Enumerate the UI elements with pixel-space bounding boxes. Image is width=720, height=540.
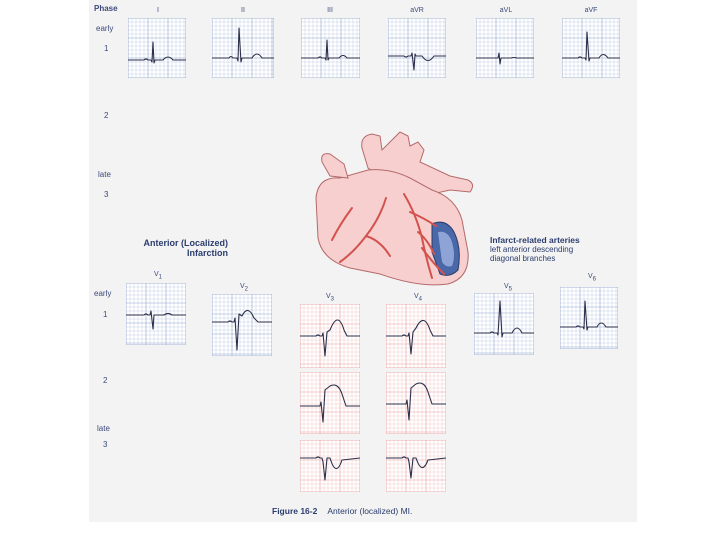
lead-label-aVL: aVL: [499, 7, 513, 14]
lead-label-V6: $V_6$: [587, 273, 596, 283]
ecg-trace-lead-I: [128, 18, 186, 78]
phase-label-early-precordial: early: [94, 289, 112, 298]
ecg-strip-lead-aVL: [476, 18, 534, 78]
ecg-strip-lead-V3-late: [300, 440, 360, 492]
phase-label-early: early: [96, 24, 114, 33]
heart-illustration: [300, 128, 500, 298]
phase-label-late: late: [98, 170, 111, 179]
ecg-strip-lead-aVF: [562, 18, 620, 78]
lead-label-II: II: [241, 7, 245, 14]
ecg-trace-lead-V4-phase2: [386, 372, 446, 434]
ecg-trace-lead-V1: [126, 283, 186, 345]
lead-label-V2: $V_2$: [239, 283, 248, 293]
ecg-trace-lead-V5: [474, 293, 534, 355]
ecg-trace-lead-V4-late: [386, 440, 446, 492]
lead-label-V5: $V_5$: [503, 283, 512, 293]
ecg-strip-lead-II: [212, 18, 274, 78]
ecg-trace-lead-V3-phase2: [300, 372, 360, 434]
ecg-strip-lead-V1: [126, 283, 186, 345]
arteries-title: Infarct-related arteries: [490, 235, 580, 245]
pulmonary-trunk: [322, 154, 348, 178]
ecg-strip-lead-aVR: [388, 18, 446, 78]
arteries-annotation: [490, 236, 610, 263]
phase-label-3-precordial: 3: [103, 440, 108, 449]
ecg-strip-lead-V2: [212, 294, 272, 356]
ecg-strip-lead-V5: [474, 293, 534, 355]
arteries-line2: diagonal branches: [490, 254, 556, 263]
ecg-trace-lead-aVF: [562, 18, 620, 78]
ecg-trace-lead-II: [212, 18, 274, 78]
phase-label-1-precordial: 1: [103, 310, 108, 319]
infarction-title-line2: Infarction: [186, 248, 228, 258]
lead-label-aVF: aVF: [584, 7, 598, 14]
ecg-trace-lead-V2: [212, 294, 272, 356]
phase-label-1: 1: [104, 44, 109, 53]
ecg-strip-lead-III: [301, 18, 360, 78]
ecg-trace-lead-V3-late: [300, 440, 360, 492]
phase-header: Phase: [94, 4, 118, 13]
phase-label-3: 3: [104, 190, 109, 199]
lead-label-aVR: aVR: [410, 7, 424, 14]
figure-number: Figure 16-2: [272, 506, 318, 516]
ecg-trace-lead-V4-early: [386, 304, 446, 368]
lead-label-V4: $V_4$: [413, 293, 422, 303]
ecg-strip-lead-V4-phase2: [386, 372, 446, 434]
lead-label-V1: $V_1$: [153, 271, 162, 281]
lead-label-V3: $V_3$: [325, 293, 334, 303]
figure-caption-text: Anterior (localized) MI.: [327, 506, 413, 516]
ecg-trace-lead-III: [301, 18, 360, 78]
phase-label-2-precordial: 2: [103, 376, 108, 385]
ecg-strip-lead-V3-phase2: [300, 372, 360, 434]
ecg-strip-lead-V4-early: [386, 304, 446, 368]
ecg-strip-lead-I: [128, 18, 186, 78]
ecg-strip-lead-V4-late: [386, 440, 446, 492]
ecg-trace-lead-aVL: [476, 18, 534, 78]
arteries-line1: left anterior descending: [490, 245, 574, 254]
infarction-title: [110, 238, 228, 258]
lead-label-III: III: [327, 7, 333, 14]
ecg-trace-lead-V6: [560, 287, 618, 349]
phase-label-2: 2: [104, 111, 109, 120]
ecg-trace-lead-aVR: [388, 18, 446, 78]
ecg-trace-lead-V3-early: [300, 304, 360, 368]
ecg-strip-lead-V3-early: [300, 304, 360, 368]
lead-label-I: I: [157, 7, 159, 14]
figure-caption: [272, 506, 412, 516]
phase-label-late-precordial: late: [97, 424, 110, 433]
ecg-strip-lead-V6: [560, 287, 618, 349]
infarction-title-line1: Anterior (Localized): [143, 238, 228, 248]
